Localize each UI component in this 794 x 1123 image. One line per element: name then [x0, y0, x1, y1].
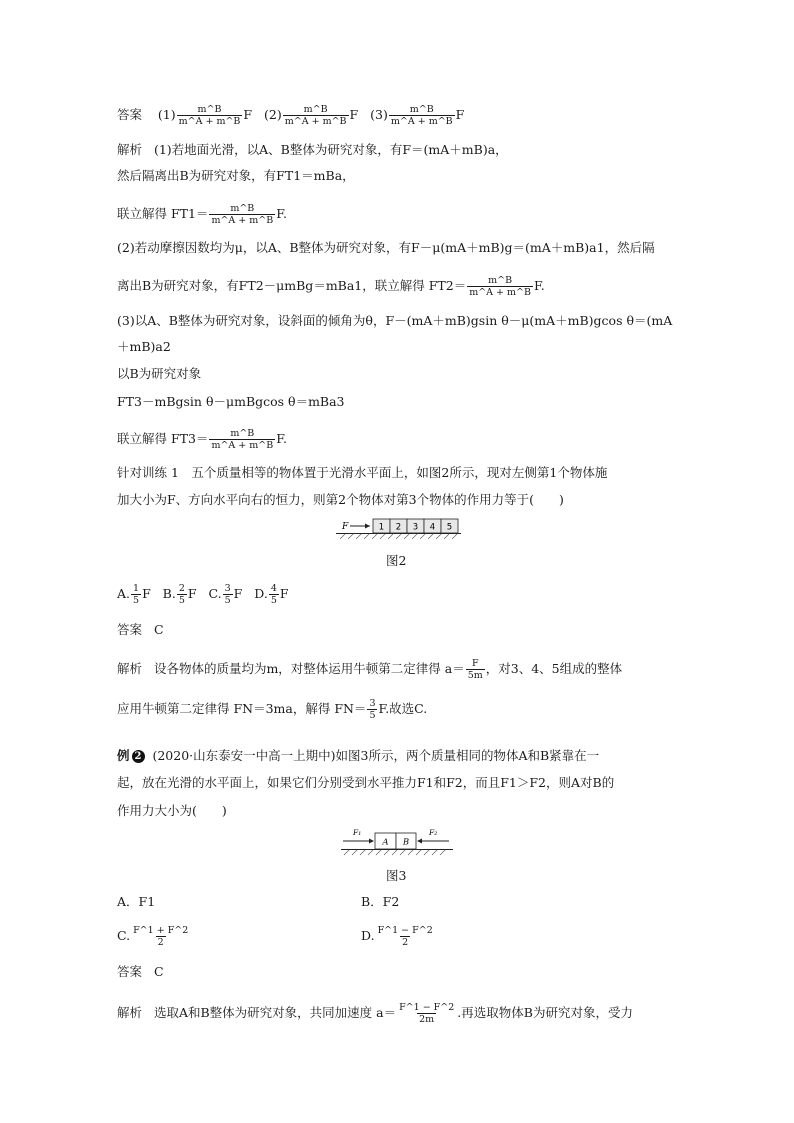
example2-label: 例: [117, 748, 130, 763]
example2-analysis-fraction: $\frac{F\^{}1 - F\^{}2}{2m}$: [399, 1002, 455, 1025]
option-d-fraction-ex2: $\frac{F\^{}1 - F\^{}2}{2}$: [377, 925, 433, 948]
example2-option-d: D. $\frac{F\^{}1 - F\^{}2}{2}$: [361, 925, 433, 948]
example2-source: (2020·山东泰安一中高一上期中): [152, 748, 336, 763]
training-options: A. $\frac{1}{5}$ F B. $\frac{2}{5}$ F C. $\frac{3}{5}$ F D. $\frac{4}{5}$ F: [117, 583, 289, 606]
fig2-block-label-1: 1: [378, 522, 385, 533]
answer-item-1-fraction: $\frac{m\^{}B}{m\^{}A + m\^{}B}$: [178, 104, 241, 127]
analysis1-line2: 然后隔离出B为研究对象，有FT1＝mBa，: [117, 168, 355, 183]
option-a-fraction: $\frac{1}{5}$: [133, 583, 140, 606]
example2-option-b: B．F2: [361, 894, 400, 909]
answer-item-3-number: (3): [370, 107, 388, 122]
fig3-a-label: A: [382, 837, 389, 848]
example2-line3: 作用力大小为( ): [117, 803, 227, 818]
fig2-arrow-head: [365, 524, 370, 529]
fig3-f1-arrow-head: [369, 839, 374, 844]
training-line1: 针对训练 1 五个质量相等的物体置于光滑水平面上，如图2所示，现对左侧第1个物体施: [117, 465, 608, 480]
fig2-blocks: [373, 519, 458, 533]
option-d-letter: D.: [254, 586, 268, 601]
fig3-b-label: B: [402, 837, 410, 848]
fig3-f1-label: F₁: [353, 828, 362, 837]
fig3-f2-arrow-head: [417, 839, 422, 844]
option-c-fraction: $\frac{3}{5}$: [224, 583, 231, 606]
training-analysis-fraction-1: $\frac{F}{5m}$: [467, 658, 483, 681]
fig3-f2-label: F₂: [429, 828, 438, 837]
example2-number-badge: 2: [132, 750, 145, 763]
training-answer-value: C: [153, 622, 164, 637]
analysis1-label: 解析: [117, 142, 143, 157]
training-answer: 答案 C: [117, 622, 164, 637]
analysis1-line3: 联立解得 FT1＝ $\frac{m\^{}B}{m\^{}A + m\^{}B}$ F.: [117, 203, 287, 226]
answer-item-2-fraction: $\frac{m\^{}B}{m\^{}A + m\^{}B}$: [284, 104, 347, 127]
analysis1-fraction-2: $\frac{m\^{}B}{m\^{}A + m\^{}B}$: [469, 275, 531, 298]
analysis1-line4: (2)若动摩擦因数均为μ，以A、B整体为研究对象，有F－μ(mA＋mB)g＝(mA＋mB)a1，然后隔: [117, 240, 655, 255]
example2-option-a: A．F1: [117, 894, 156, 909]
answer-line: 答案 (1) $\frac{m\^{}B}{m\^{}A + m\^{}B}$ F (2) $\frac{m\^{}B}{m\^{}A + m\^{}B}$ F (3) $\frac{m\^{}B}{m\^{}A + m\^{}B}$ F: [117, 104, 465, 127]
example2-answer: 答案 C: [117, 964, 164, 979]
figure-3-caption: 图3: [386, 868, 407, 883]
fig2-block-label-4: 4: [429, 522, 436, 533]
option-d-fraction: $\frac{4}{5}$: [270, 583, 277, 606]
fig3-ground-hatch: [344, 850, 445, 855]
fig2-ground-hatch: [340, 534, 457, 539]
answer-item-3-fraction: $\frac{m\^{}B}{m\^{}A + m\^{}B}$: [390, 104, 453, 127]
fig2-block-label-2: 2: [395, 522, 402, 533]
analysis1-line9: FT3－mBgsin θ－μmBgcos θ＝mBa3: [117, 394, 345, 409]
option-c-letter: C.: [208, 586, 222, 601]
fig2-block-label-3: 3: [412, 522, 419, 533]
example2-analysis-line: 解析 选取A和B整体为研究对象，共同加速度 a＝ $\frac{F\^{}1 - F\^{}2}{2m}$ .再选取物体B为研究对象，受力: [117, 1002, 633, 1025]
training-analysis-fraction-2: $\frac{3}{5}$: [369, 698, 376, 721]
example2-option-c: C. $\frac{F\^{}1 + F\^{}2}{2}$: [117, 925, 189, 948]
option-b-letter: B.: [162, 586, 176, 601]
example2-answer-value: C: [153, 964, 164, 979]
analysis1-line6: (3)以A、B整体为研究对象，设斜面的倾角为θ，F－(mA＋mB)gsin θ－μ(mA＋mB)gcos θ＝(mA: [117, 313, 673, 328]
training-analysis-line1: 解析 设各物体的质量均为m，对整体运用牛顿第二定律得 a＝ $\frac{F}{5m}$ ，对3、4、5组成的整体: [117, 658, 623, 681]
answer-item-2-number: (2): [264, 107, 282, 122]
analysis1-line5: 离出B为研究对象，有FT2－μmBg＝mBa1，联立解得 FT2＝ $\frac{m\^{}B}{m\^{}A + m\^{}B}$ F.: [117, 275, 545, 298]
analysis1-line10: 联立解得 FT3＝ $\frac{m\^{}B}{m\^{}A + m\^{}B}$ F.: [117, 428, 287, 451]
figure-2-caption: 图2: [386, 553, 407, 568]
analysis1-line8: 以B为研究对象: [117, 366, 202, 381]
training-analysis-line2: 应用牛顿第二定律得 FN＝3ma，解得 FN＝ $\frac{3}{5}$ F.故选C.: [117, 698, 428, 721]
example2-line1: 例 2 (2020·山东泰安一中高一上期中)如图3所示，两个质量相同的物体A和B紧靠在一: [117, 748, 600, 763]
figure-3-diagram: [341, 826, 453, 856]
analysis1-line1: 解析 (1)若地面光滑，以A、B整体为研究对象，有F＝(mA＋mB)a，: [117, 142, 508, 157]
answer-label: 答案: [117, 107, 143, 122]
figure-2-diagram: [336, 515, 461, 541]
option-b-fraction: $\frac{2}{5}$: [178, 583, 185, 606]
analysis1-fraction-3: $\frac{m\^{}B}{m\^{}A + m\^{}B}$: [211, 428, 274, 451]
example2-line2: 起，放在光滑的水平面上，如果它们分别受到水平推力F1和F2，而且F1＞F2，则A对B的: [117, 775, 615, 790]
option-a-letter: A.: [117, 586, 131, 601]
training-line2: 加大小为F、方向水平向右的恒力，则第2个物体对第3个物体的作用力等于( ): [117, 492, 564, 507]
analysis1-line7: ＋mB)a2: [117, 339, 171, 354]
analysis1-fraction-1: $\frac{m\^{}B}{m\^{}A + m\^{}B}$: [211, 203, 274, 226]
option-c-fraction-ex2: $\frac{F\^{}1 + F\^{}2}{2}$: [133, 925, 189, 948]
answer-item-1-number: (1): [157, 107, 176, 122]
fig2-force-label: F: [342, 522, 349, 532]
fig2-block-label-5: 5: [446, 522, 453, 533]
